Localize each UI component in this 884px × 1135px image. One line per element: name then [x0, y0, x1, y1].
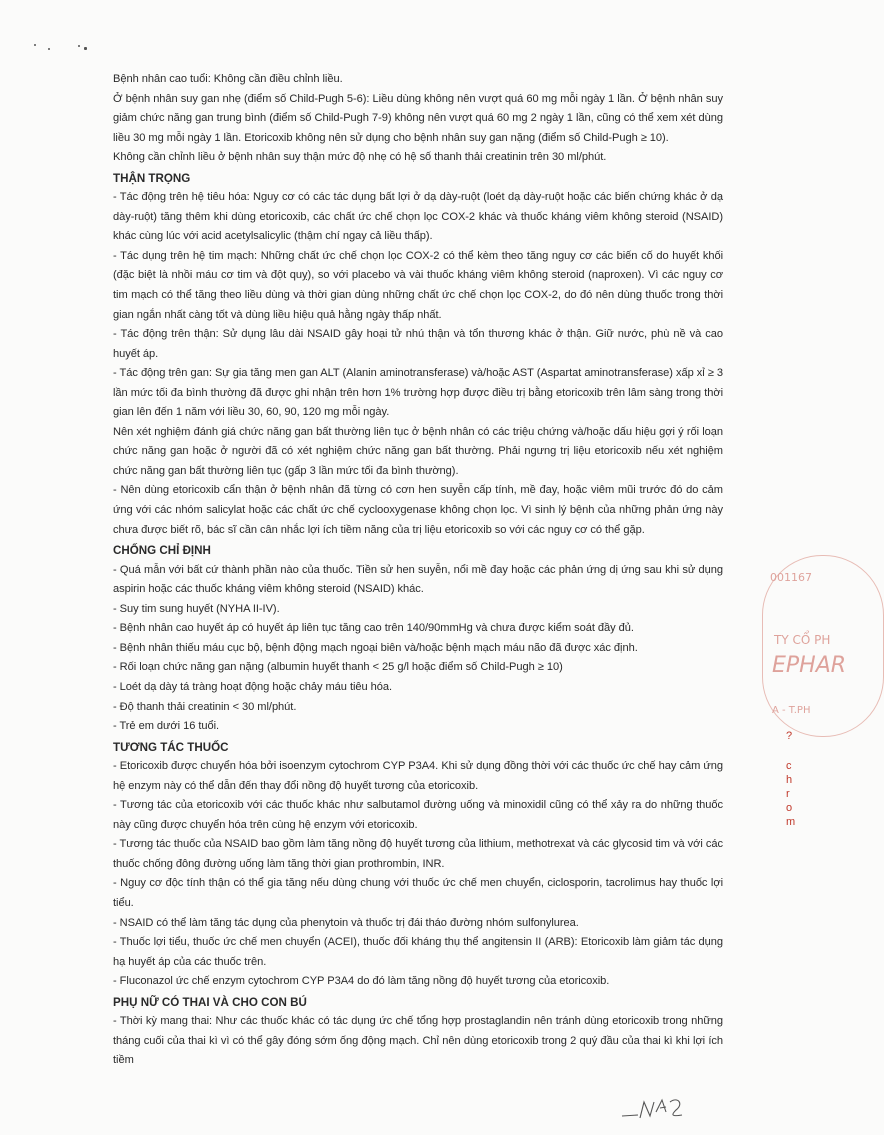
paragraph: - Thời kỳ mang thai: Như các thuốc khác có tác dụng ức chế tổng hợp prostaglandin nên tránh dùng etoricoxib trong những tháng cuối của thai kì vì có thể gây đóng sớm ống động mạch. Chỉ nên dùng etoricoxib trong 2 quý đầu của thai kì khi lợi ích tiềm: [113, 1015, 723, 1067]
paragraph: - Tác động trên hệ tiêu hóa: Nguy cơ có các tác dụng bất lợi ở dạ dày-ruột (loét dạ dày-ruột hoặc các biến chứng khác ở dạ dày-ruột) tăng thêm khi dùng etoricoxib, các chất ức chế chọn lọc COX-2 khác và thuốc kháng viêm không steroid (NSAID) khác cùng lúc với acid acetylsalicylic (thậm chí ngay cả liều thấp).: [113, 191, 723, 243]
edge-mark: ?: [786, 730, 793, 742]
document-body: [113, 70, 723, 1071]
paragraph: - Nguy cơ độc tính thận có thể gia tăng nếu dùng chung với thuốc ức chế men chuyển, ciclosporin, tacrolimus hay thuốc lợi tiểu.: [113, 877, 723, 909]
section-heading: PHỤ NỮ CÓ THAI VÀ CHO CON BÚ: [113, 995, 307, 1009]
paragraph: - Tác động trên gan: Sự gia tăng men gan ALT (Alanin aminotransferase) và/hoặc AST (Aspartat aminotransferase) xấp xỉ ≥ 3 lần mức tối đa bình thường đã được ghi nhận trên hơn 1% trường hợp được điều trị bằng etoricoxib trên lâm sàng trong thời gian lên đến 1 năm với liều 30, 60, 90, 120 mg mỗi ngày.: [113, 367, 723, 419]
paragraph: Bệnh nhân cao tuổi: Không cần điều chỉnh liều.: [113, 73, 343, 85]
paragraph: - Etoricoxib được chuyển hóa bởi isoenzym cytochrom CYP P3A4. Khi sử dụng đồng thời với các thuốc ức chế hay cảm ứng hệ enzym này có thể dẫn đến thay đổi nồng độ huyết tương của etoricoxib.: [113, 760, 723, 792]
scan-dot: [78, 45, 80, 47]
stamp-location: A - T.PH: [772, 705, 811, 716]
paragraph: - Fluconazol ức chế enzym cytochrom CYP P3A4 do đó làm tăng nồng độ huyết tương của etoricoxib.: [113, 975, 610, 988]
paragraph: Ở bệnh nhân suy gan nhẹ (điểm số Child-Pugh 5-6): Liều dùng không nên vượt quá 60 mg mỗi ngày 1 lần. Ở bệnh nhân suy giảm chức năng gan trung bình (điểm số Child-Pugh 7-9) không nên vượt quá 60 mg 2 ngày 1 lần, cũng có thể xem xét dùng liều 30 mg mỗi ngày 1 lần. Etoricoxib không nên sử dụng cho bệnh nhân suy gan nặng (điểm số Child-Pugh ≥ 10).: [113, 92, 723, 144]
paragraph: - Tác động trên thận: Sử dụng lâu dài NSAID gây hoại tử nhú thận và tổn thương khác ở thận. Giữ nước, phù nề và cao huyết áp.: [113, 328, 723, 360]
paragraph: - Loét dạ dày tá tràng hoạt động hoặc chảy máu tiêu hóa.: [113, 680, 393, 693]
paragraph: - Tương tác thuốc của NSAID bao gồm làm tăng nồng độ huyết tương của lithium, methotrexat và các glycosid tim và với các thuốc chống đông đường uống làm tăng thời gian prothrombin, INR.: [113, 838, 723, 870]
edge-marks: [786, 730, 798, 850]
company-stamp: [762, 555, 847, 735]
paragraph: Không cần chỉnh liều ở bệnh nhân suy thận mức độ nhẹ có hệ số thanh thải creatinin trên 30 ml/phút.: [113, 151, 607, 164]
stamp-company-line: TY CỔ PH: [774, 633, 831, 647]
paragraph: - Suy tim sung huyết (NYHA II-IV).: [113, 602, 280, 615]
paragraph: - Trẻ em dưới 16 tuổi.: [113, 720, 220, 733]
paragraph: - Quá mẫn với bất cứ thành phần nào của thuốc. Tiền sử hen suyễn, nổi mề đay hoặc các phản ứng dị ứng sau khi sử dụng aspirin hoặc các thuốc kháng viêm không steroid (NSAID) khác.: [113, 563, 723, 596]
paragraph: - Tác dụng trên hệ tim mạch: Những chất ức chế chọn lọc COX-2 có thể kèm theo tăng nguy cơ các biến cố do huyết khối (đặc biệt là nhồi máu cơ tim và đột quỵ), so với placebo và vài thuốc kháng viêm không steroid (naproxen). Vì các nguy cơ tim mạch có thể tăng theo liều dùng và thời gian dùng những chất ức chế chọn lọc COX-2, do đó nên dùng thuốc trong thời gian ngắn nhất càng tốt và dùng liều hiệu quả hằng ngày thấp nhất.: [113, 249, 723, 321]
edge-mark: h: [786, 774, 793, 786]
edge-mark: c: [786, 760, 792, 772]
stamp-number: 001167: [770, 571, 812, 584]
edge-mark: o: [786, 802, 793, 814]
paragraph: Nên xét nghiệm đánh giá chức năng gan bất thường liên tục ở bệnh nhân có các triệu chứng và/hoặc dấu hiệu gợi ý rối loạn chức năng gan hoặc ở người đã có xét nghiệm chức năng gan bất thường. Phải ngưng trị liệu etoricoxib nếu xét nghiệm chức năng gan bất thường liên tục (gấp 3 lần mức tối đa bình thường).: [113, 425, 723, 477]
handwritten-signature: [620, 1090, 720, 1126]
paragraph: - Rối loạn chức năng gan nặng (albumin huyết thanh < 25 g/l hoặc điểm số Child-Pugh ≥ 10): [113, 661, 563, 674]
scan-dot: [48, 48, 50, 50]
scan-dot: [84, 47, 87, 50]
paragraph: - Bệnh nhân cao huyết áp có huyết áp liên tục tăng cao trên 140/90mmHg và chưa được kiểm soát đầy đủ.: [113, 622, 634, 635]
section-heading: THẬN TRỌNG: [113, 171, 191, 185]
paragraph: - NSAID có thể làm tăng tác dụng của phenytoin và thuốc trị đái tháo đường nhóm sulfonylurea.: [113, 916, 579, 929]
scan-artifacts: [30, 42, 100, 54]
stamp-brand: EPHAR: [772, 653, 847, 678]
paragraph: - Bệnh nhân thiếu máu cục bộ, bệnh động mạch ngoại biên và/hoặc bệnh mạch máu não đã được xác định.: [113, 641, 638, 654]
section-heading: TƯƠNG TÁC THUỐC: [113, 740, 229, 754]
edge-mark: r: [786, 788, 790, 800]
paragraph: - Thuốc lợi tiểu, thuốc ức chế men chuyển (ACEI), thuốc đối kháng thụ thể angitensin II (ARB): Etoricoxib làm giảm tác dụng hạ huyết áp của các thuốc trên.: [113, 936, 723, 968]
section-heading: CHỐNG CHỈ ĐỊNH: [113, 544, 211, 558]
paragraph: - Độ thanh thải creatinin < 30 ml/phút.: [113, 700, 297, 713]
paragraph: - Tương tác của etoricoxib với các thuốc khác như salbutamol đường uống và minoxidil cũng có thể xảy ra do những thuốc này cũng được chuyển hóa trên cùng hệ enzym với etoricoxib.: [113, 799, 723, 831]
edge-mark: m: [786, 816, 796, 828]
scan-dot: [34, 44, 36, 46]
paragraph: - Nên dùng etoricoxib cẩn thận ở bệnh nhân đã từng có cơn hen suyễn cấp tính, mề đay, hoặc viêm mũi trước đó do cảm ứng với các nhóm salicylat hoặc các chất ức chế cyclooxygenase không chọn lọc. Vì sinh lý bệnh của những phản ứng này chưa được biết rõ, bác sĩ cần cân nhắc lợi ích tiềm năng của trị liệu etoricoxib so với các nguy cơ có thể gặp.: [113, 484, 723, 536]
